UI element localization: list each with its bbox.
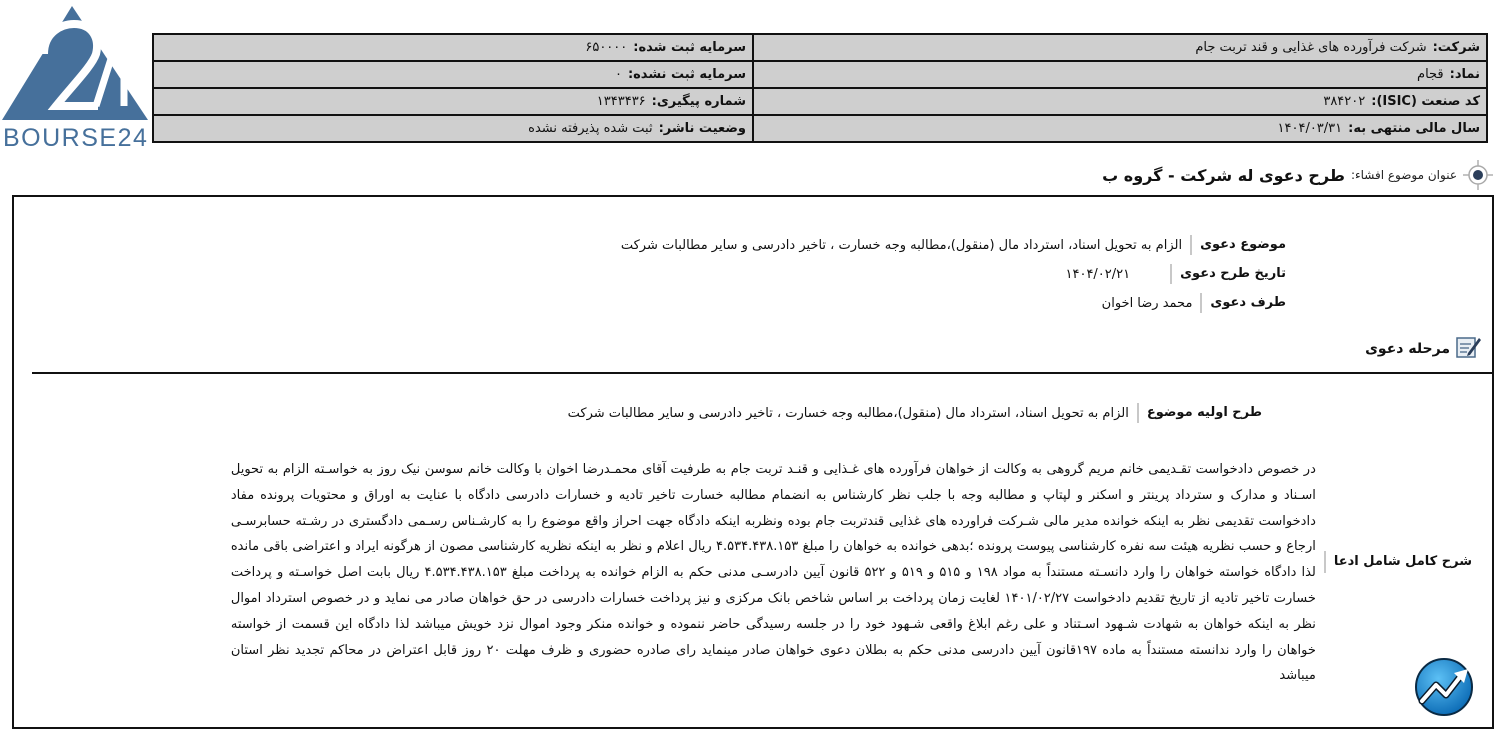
disclosure-title: طرح دعوی له شرکت - گروه ب [1102,165,1345,185]
symbol-label: نماد: [1449,67,1480,82]
unregistered-capital-label: سرمایه ثبت نشده: [627,67,746,82]
tracking-number-cell [153,88,753,115]
tracking-number-value: ۱۳۴۳۴۳۶ [596,94,646,109]
logo-text: BOURSE24 [3,124,149,152]
tracking-number-label: شماره پیگیری: [651,94,746,109]
description-text: در خصوص دادخواست تقـدیمی خانم مریم گروهی به وکالت از خواهان فرآورده های غـذایی و قنـد تربت جام به طرفیت آقای محمـدرضا اخوان با وکالت خانم سوسن نیک روز به خواسـته الزام به تحویل اسـناد و مدارک و سترداد پرینتر و اسکنر و لپتاپ و مطالبه وجه با جلب نظر کارشناس به انضمام مطالبه خسارت تاخیر تادیه و خسارات دادرسی دادگاه با عنایت به اوراق و محتویات پرونده مفاد دادخواست تقدیمی نظر به اینکه خوانده مدیر مالی شـرکت فراورده های غذایی قندتربت جام بوده ونظربه اینکه دادگاه جهت احراز واقع موضوع را به کارشـناس رسـمی دادگستری در رشـته حسابرسـی ارجاع و حسب نظریه هیئت سه نفره کارشناسی پیوست پرونده ؛بدهی خوانده به خواهان را مبلغ ۴.۵۳۴.۴۳۸.۱۵۳ ریال اعلام و نظر به اینکه نظریه کارشناسی مصون از هرگونه ایراد و اعتراضی باقی مانده لذا دادگاه خواسته خواهان را وارد دانسـته مستنداً به مواد ۱۹۸ و ۵۱۵ و ۵۱۹ و ۵۲۲ قانون آیین دادرسـی مدنی حکم به الزام خوانده به پرداخت مبلغ ۴.۵۳۴.۴۳۸.۱۵۳ ریال بابت اصل خواسـته و پرداخت خسارت تاخیر تادیه از تاریخ تقدیم دادخواست ۱۴۰۱/۰۲/۲۷ لغایت زمان پرداخت بر اساس شاخص بانک مرکزی و نیز پرداخت خسارات دادرسی در حق خواهان صادر می نماید و در خصوص استرداد اموال نظر به اینکه خواهان به شهادت شـهود اسـتناد و علی رغم ابلاغ واقعی شـهود خود را در جلسه رسیدگی حاضر ننموده و خوانده منکر وجود اموال نزد خویش میباشد لذا دادگاه این قسمت از خواسته خواهان را وارد ندانسته مستنداً به ماده ۱۹۷قانون آیین دادرسی مدنی حکم به بطلان دعوی خواهان صادر مینماید رای صادره حضوری و ظرف مهلت ۲۰ روز قابل اعتراض در محاکم تجدید نظر استان میباشد [230,462,1316,684]
field-value: الزام به تحویل اسناد، استرداد مال (منقول)،مطالبه وجه خسارت ، تاخیر دادرسی و سایر مطالبات شرکت [620,237,1183,253]
edit-note-icon [1456,335,1482,363]
registered-capital-value: ۶۵۰۰۰۰ [585,40,628,55]
trend-chart-icon [1414,657,1474,717]
registered-capital-label: سرمایه ثبت شده: [633,40,746,55]
info-row [153,115,1487,142]
field-subject [621,235,1286,255]
stage-label: مرحله دعوی [1365,341,1450,357]
publisher-status-cell [153,115,753,142]
field-value: محمد رضا اخوان [1101,295,1193,311]
publisher-status-value: ثبت شده پذیرفته نشده [528,121,653,136]
field-value: ۱۴۰۴/۰۲/۲۱ [1065,266,1131,282]
field-initial-subject [568,403,1262,423]
trend-chart-button[interactable] [1414,657,1474,717]
symbol-value: قجام [1417,67,1444,82]
field-filing-date [1066,264,1287,284]
target-icon [1463,160,1493,190]
company-info-table [152,33,1488,143]
isic-cell [753,88,1487,115]
isic-value: ۳۸۴۲۰۲ [1323,94,1366,109]
field-value: الزام به تحویل اسناد، استرداد مال (منقول)،مطالبه وجه خسارت ، تاخیر دادرسی و سایر مطالبات شرکت [567,405,1129,421]
publisher-status-label: وضعیت ناشر: [658,121,746,136]
field-label: موضوع دعوی [1190,235,1286,255]
lawsuit-stage-heading [1365,335,1482,363]
field-label: تاریخ طرح دعوی [1170,264,1286,284]
bourse24-logo[interactable] [0,2,152,150]
info-row [153,61,1487,88]
disclosure-title-bar [1102,160,1493,190]
field-full-description [231,457,1472,689]
disclosure-caption: عنوان موضوع افشاء: [1350,168,1457,182]
field-label: طرف دعوی [1200,293,1286,313]
field-opponent [1102,293,1286,313]
isic-label: کد صنعت (ISIC): [1371,94,1480,109]
unregistered-capital-cell [153,61,753,88]
field-label: شرح کامل شامل ادعا [1324,551,1472,573]
lawsuit-panel [12,195,1494,729]
logo-triangle-icon [0,2,152,127]
fiscal-year-cell [753,115,1487,142]
company-cell [753,34,1487,61]
unregistered-capital-value: ۰ [614,67,622,82]
fiscal-year-label: سال مالی منتهی به: [1348,121,1480,136]
section-divider [32,372,1492,374]
fiscal-year-value: ۱۴۰۴/۰۳/۳۱ [1277,121,1343,136]
company-label: شرکت: [1432,40,1480,55]
company-value: شرکت فرآورده های غذایی و قند تربت جام [1195,40,1427,55]
info-row [153,88,1487,115]
symbol-cell [753,61,1487,88]
field-label: طرح اولیه موضوع [1137,403,1262,423]
info-row [153,34,1487,61]
registered-capital-cell [153,34,753,61]
